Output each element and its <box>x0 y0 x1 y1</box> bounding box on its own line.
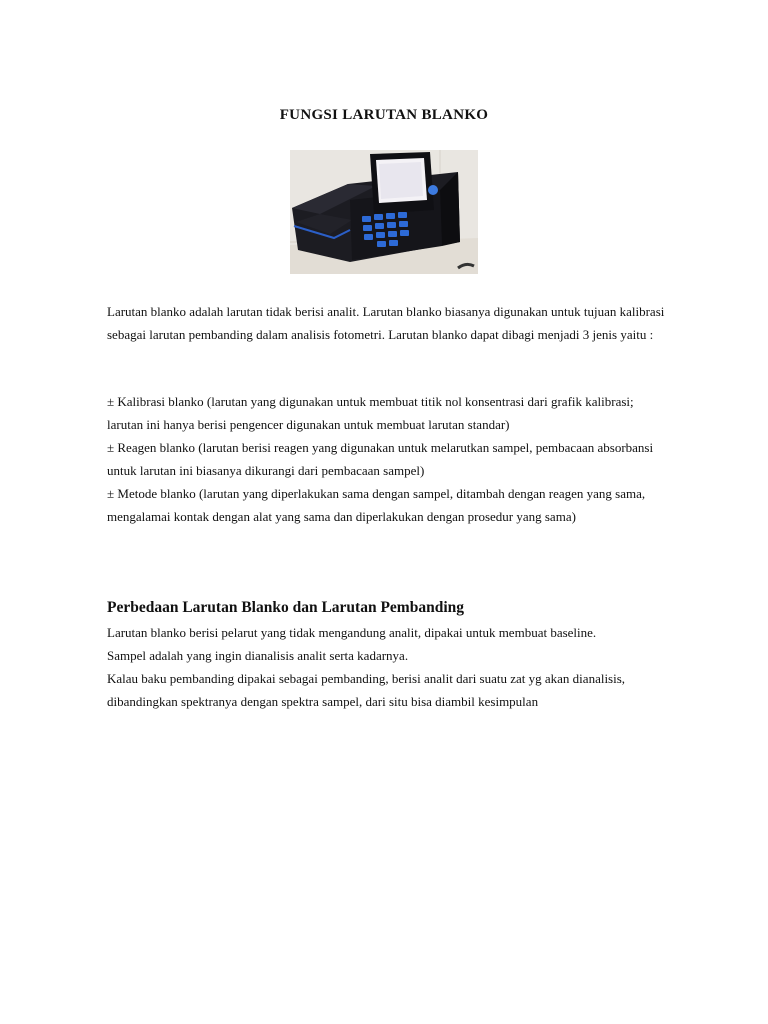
section-paragraph: Kalau baku pembanding dipakai sebagai pembanding, berisi analit dari suatu zat yg akan dianalisis, dibandingkan spektranya dengan spektra sampel, dari situ bisa diambil kesimpulan <box>107 671 626 709</box>
list-item: ± Reagen blanko (larutan berisi reagen yang digunakan untuk melarutkan sampel, pembacaan absorbansi untuk larutan ini biasanya dikurangi dari pembacaan sampel) <box>107 440 654 478</box>
section-paragraph: Larutan blanko berisi pelarut yang tidak mengandung analit, dipakai untuk membuat baseline. <box>107 625 597 640</box>
document-title: FUNGSI LARUTAN BLANKO <box>279 107 489 123</box>
blank-types-list <box>107 390 667 528</box>
intro-text: Larutan blanko adalah larutan tidak berisi analit. Larutan blanko biasanya digunakan untuk tujuan kalibrasi sebagai larutan pembanding dalam analisis fotometri. Larutan blanko dapat dibagi menjadi 3 jenis yaitu : <box>107 304 665 342</box>
intro-paragraph <box>107 300 667 346</box>
spectrophotometer-illustration <box>290 150 478 274</box>
list-item: ± Kalibrasi blanko (larutan yang digunakan untuk membuat titik nol konsentrasi dari grafik kalibrasi; larutan ini hanya berisi pengencer digunakan untuk membuat larutan standar) <box>107 394 634 432</box>
list-item: ± Metode blanko (larutan yang diperlakukan sama dengan sampel, ditambah dengan reagen yang sama, mengalamai kontak dengan alat yang sama dan diperlakukan dengan prosedur yang sama) <box>107 486 646 524</box>
section-paragraph: Sampel adalah yang ingin dianalisis analit serta kadarnya. <box>107 648 409 663</box>
section-body <box>107 621 667 713</box>
section-heading: Perbedaan Larutan Blanko dan Larutan Pembanding <box>107 599 465 616</box>
spectrophotometer-photo <box>290 150 478 274</box>
